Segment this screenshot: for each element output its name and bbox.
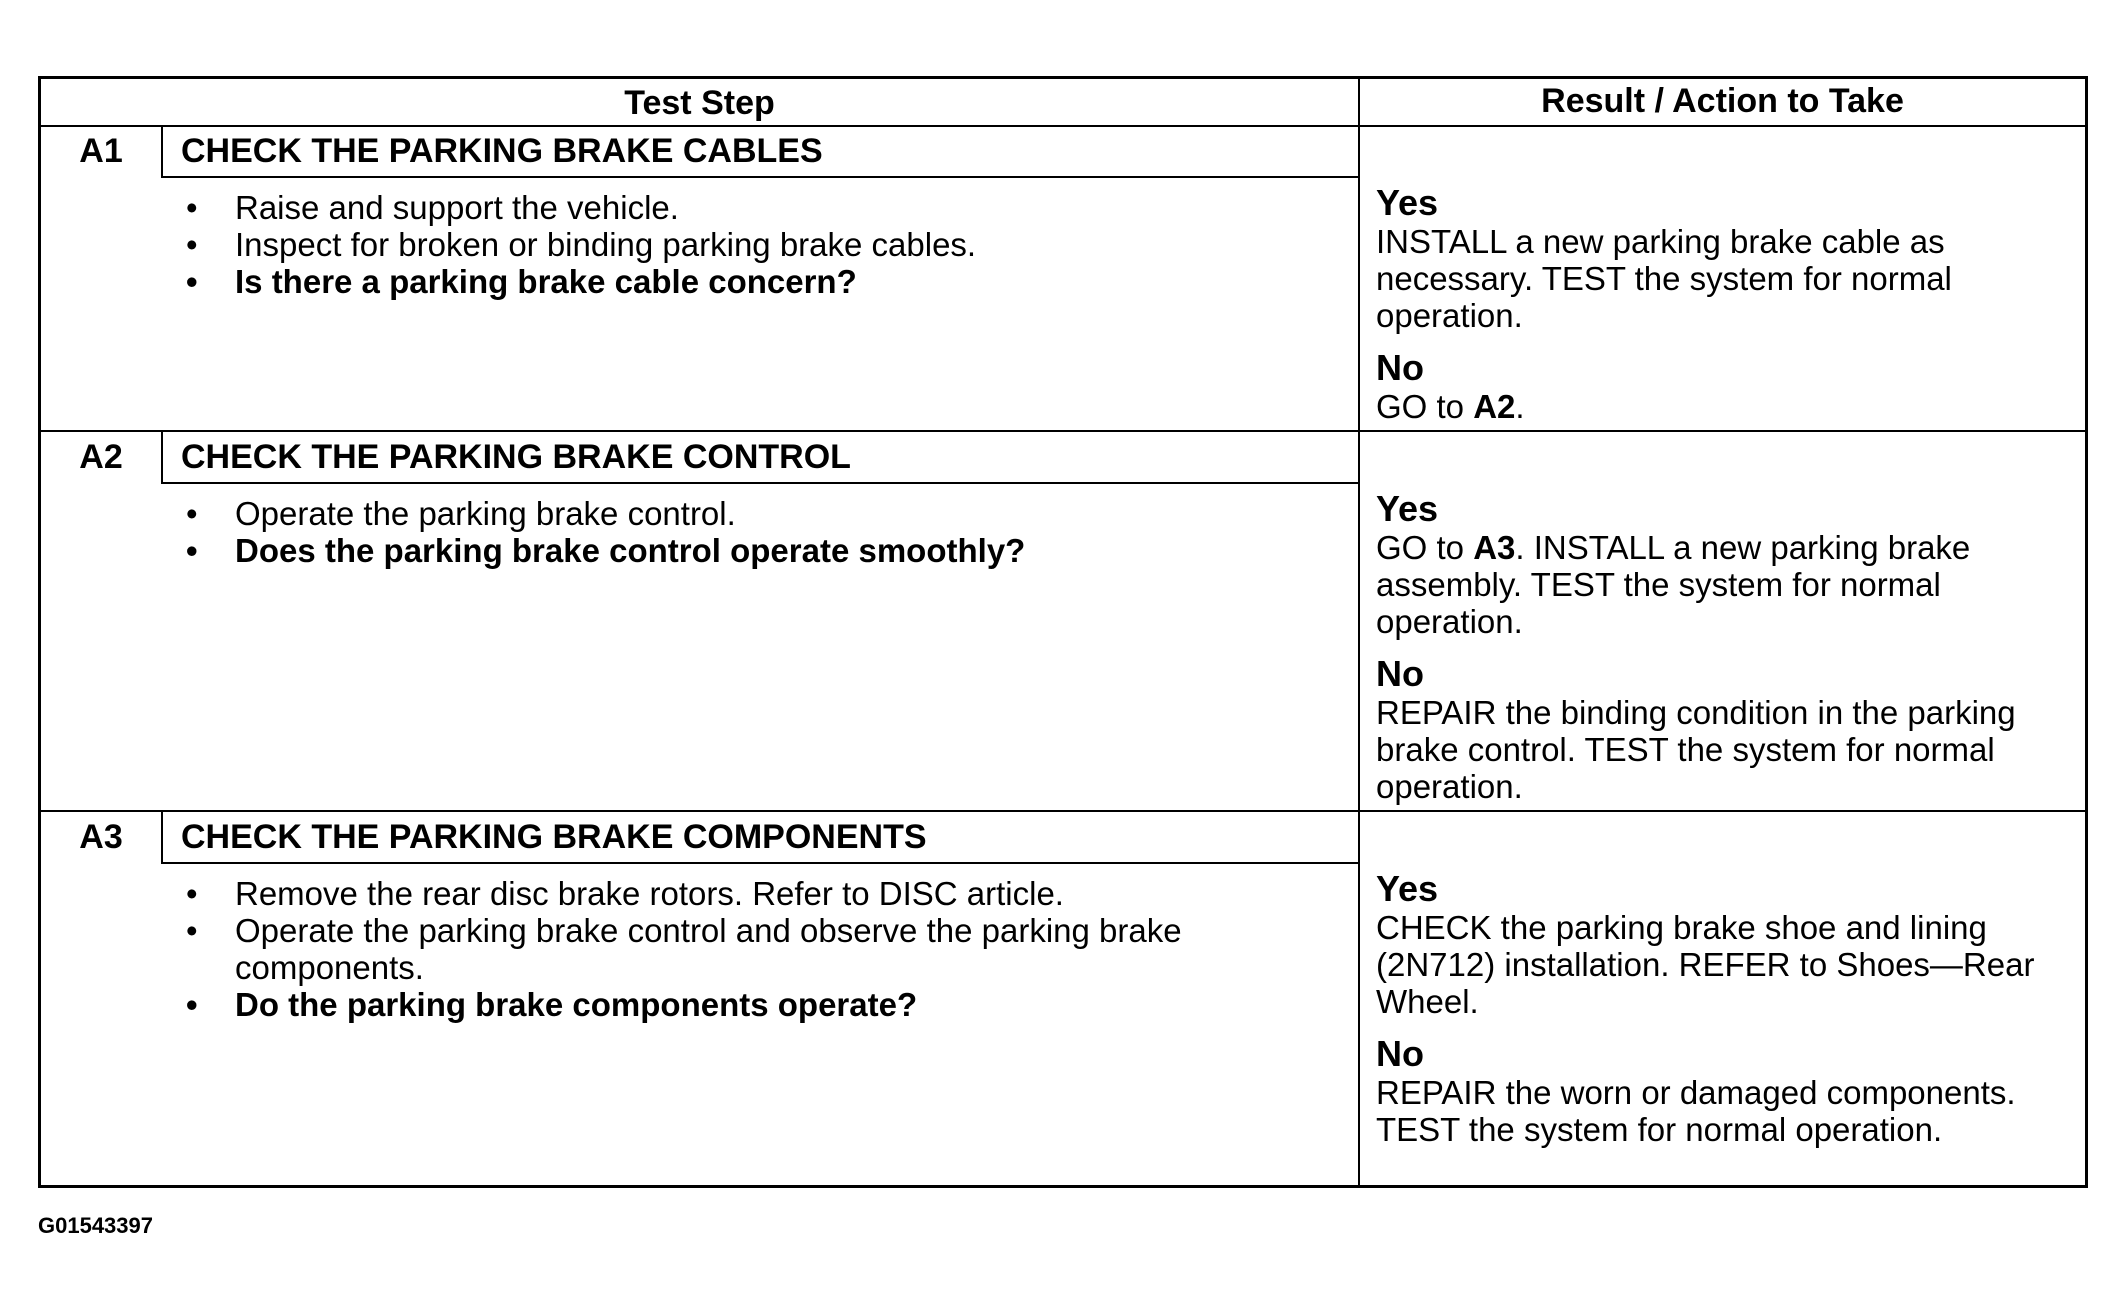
step-title-a1: CHECK THE PARKING BRAKE CABLES: [181, 132, 823, 170]
row-divider-a1: [41, 430, 2085, 432]
step-id-divider-a1: [161, 126, 163, 176]
column-divider: [1358, 79, 1360, 1185]
bullet-item: • Inspect for broken or binding parking brake cables.: [181, 226, 1351, 263]
step-id-a3: A3: [79, 818, 123, 856]
bullet-item: • Operate the parking brake control and observe the parking brake components.: [181, 912, 1351, 986]
yes-action: CHECK the parking brake shoe and lining (2N712) installation. REFER to Shoes—Rear Wheel.: [1376, 909, 2035, 1020]
step-reference: A3: [1473, 529, 1516, 566]
step-id-a1: A1: [79, 132, 123, 170]
bullet-item: • Operate the parking brake control.: [181, 495, 1351, 532]
result-a2: [1376, 489, 2076, 819]
step-bullets-a2: [181, 495, 1351, 569]
step-title-a2: CHECK THE PARKING BRAKE CONTROL: [181, 438, 851, 476]
step-title-divider-a1: [161, 176, 1358, 178]
yes-action: INSTALL a new parking brake cable as necessary. TEST the system for normal operation.: [1376, 223, 1952, 334]
figure-id: G01543397: [38, 1213, 153, 1238]
step-id-divider-a3: [161, 811, 163, 862]
bullet-question: • Is there a parking brake cable concern?: [181, 263, 1351, 300]
header-divider: [41, 125, 2085, 127]
step-reference: A2: [1473, 388, 1516, 425]
step-bullets-a3: [181, 875, 1351, 1023]
no-action: REPAIR the worn or damaged components. TEST the system for normal operation.: [1376, 1074, 2016, 1148]
step-title-divider-a3: [161, 862, 1358, 864]
step-bullets-a1: [181, 189, 1351, 300]
diagnostic-table: [38, 76, 2088, 1188]
step-title-divider-a2: [161, 482, 1358, 484]
bullet-question: • Does the parking brake control operate smoothly?: [181, 532, 1351, 569]
result-a1: [1376, 183, 2076, 439]
yes-label: Yes: [1376, 488, 1439, 529]
yes-label: Yes: [1376, 868, 1439, 909]
row-divider-a2: [41, 810, 2085, 812]
no-label: No: [1376, 347, 1424, 388]
yes-action: GO to A3. INSTALL a new parking brake assembly. TEST the system for normal operation.: [1376, 529, 1971, 640]
bullet-question: • Do the parking brake components operate?: [181, 986, 1351, 1023]
header-result-action: Result / Action to Take: [1541, 82, 1904, 120]
result-a3: [1376, 869, 2076, 1162]
no-action: REPAIR the binding condition in the parking brake control. TEST the system for normal operation.: [1376, 694, 2016, 805]
step-title-a3: CHECK THE PARKING BRAKE COMPONENTS: [181, 818, 927, 856]
no-label: No: [1376, 653, 1424, 694]
header-test-step: Test Step: [624, 84, 775, 122]
bullet-item: • Remove the rear disc brake rotors. Refer to DISC article.: [181, 875, 1351, 912]
step-id-a2: A2: [79, 438, 123, 476]
no-label: No: [1376, 1033, 1424, 1074]
step-id-divider-a2: [161, 431, 163, 482]
no-action: GO to A2.: [1376, 388, 1525, 425]
yes-label: Yes: [1376, 182, 1439, 223]
bullet-item: • Raise and support the vehicle.: [181, 189, 1351, 226]
